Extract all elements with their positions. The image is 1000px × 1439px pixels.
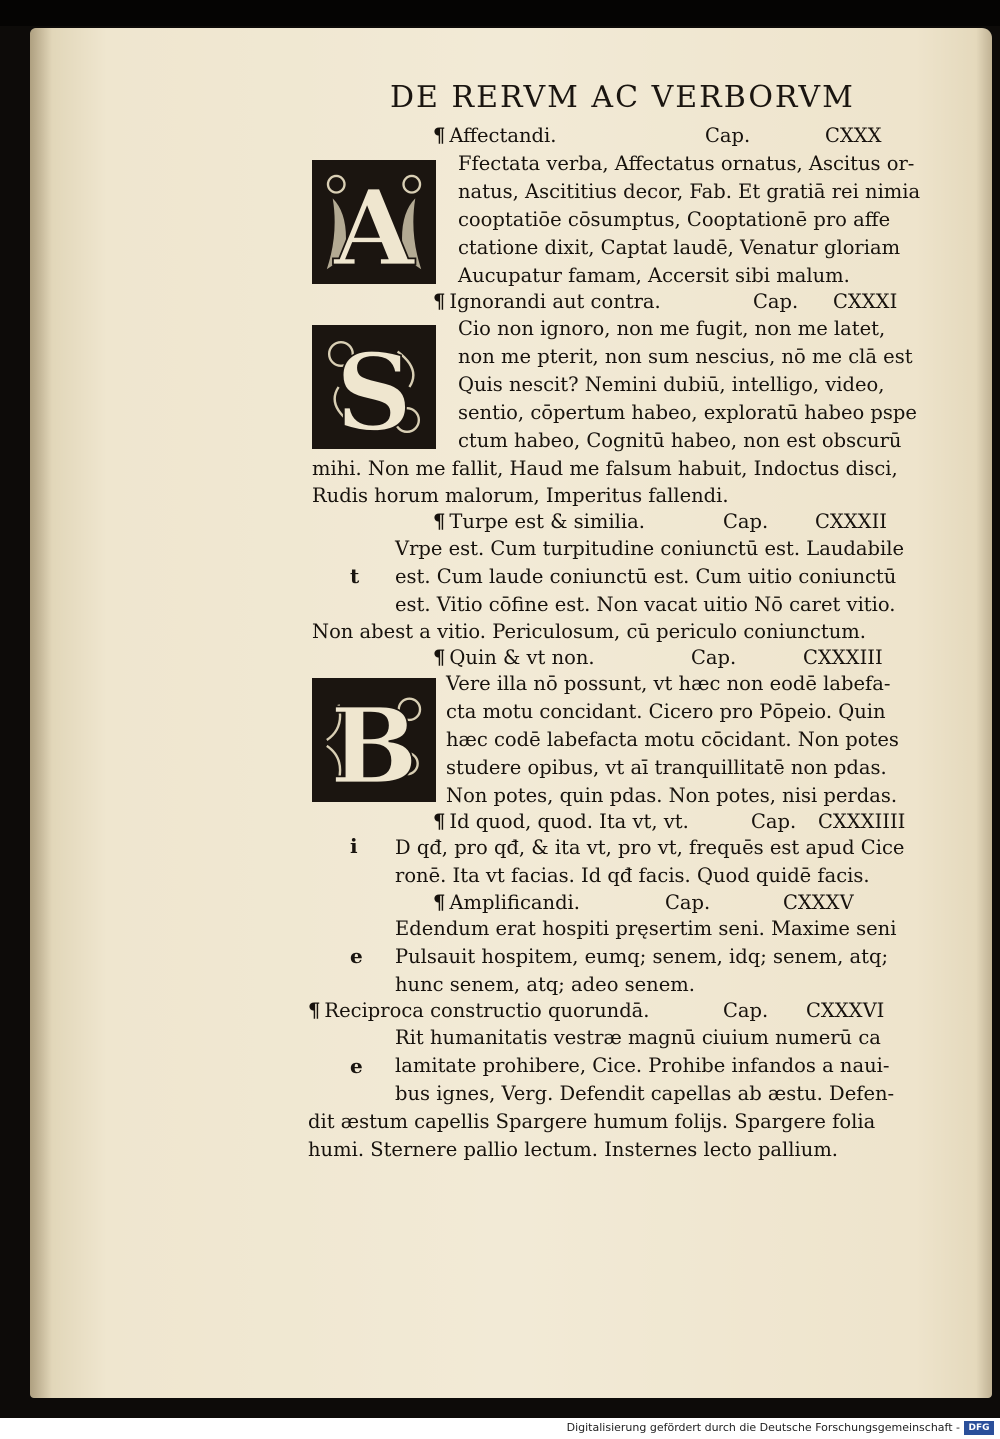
section-heading — [433, 889, 854, 917]
footer-credit: Digitalisierung gefördert durch die Deutsche Forschungsgemeinschaft - — [566, 1421, 960, 1434]
dfg-logo-icon: DFG — [964, 1421, 994, 1435]
text-line: Aucupatur famam, Accersit sibi malum. — [458, 264, 850, 287]
heading-number: CXXXIII — [803, 646, 883, 669]
running-head: DE RERVM AC VERBORVM — [390, 80, 855, 115]
text-line: bus ignes, Verg. Defendit capellas ab æstu. Defen- — [395, 1082, 895, 1105]
text-line: Vrpe est. Cum turpitudine coniunctū est. Laudabile — [395, 537, 905, 560]
text-line: studere opibus, vt aī tranquillitatē non pdas. — [446, 756, 887, 779]
marginal-letter: e — [350, 1054, 363, 1078]
decorated-initial-s — [312, 325, 436, 449]
marginal-letter: i — [350, 834, 358, 858]
pilcrow-icon: ¶ — [433, 510, 446, 533]
text-line: Non potes, quin pdas. Non potes, nisi perdas. — [446, 784, 898, 807]
pilcrow-icon: ¶ — [433, 290, 446, 313]
heading-number: CXXXVI — [806, 999, 885, 1022]
heading-cap: Cap. — [665, 891, 711, 914]
heading-title: Turpe est & similia. — [449, 510, 645, 533]
section-heading — [308, 997, 885, 1025]
text-line: Ffectata verba, Affectatus ornatus, Ascitus or- — [458, 152, 915, 175]
text-line: mihi. Non me fallit, Haud me falsum habuit, Indoctus disci, — [312, 457, 898, 480]
decorated-initial-a — [312, 160, 436, 284]
heading-number: CXXXII — [815, 510, 887, 533]
svg-text:B: B — [330, 685, 418, 799]
text-line: hunc senem, atq; adeo senem. — [395, 973, 695, 996]
text-line: est. Vitio cōfine est. Non vacat uitio Nō caret vitio. — [395, 593, 896, 616]
text-line: Rudis horum malorum, Imperitus fallendi. — [312, 484, 729, 507]
heading-title: Ignorandi aut contra. — [449, 290, 661, 313]
text-line: D qđ, pro qđ, & ita vt, pro vt, frequēs est apud Cice — [395, 836, 905, 859]
pilcrow-icon: ¶ — [433, 891, 446, 914]
text-line: sentio, cōpertum habeo, exploratū habeo pspe — [458, 401, 917, 424]
heading-title: Amplificandi. — [449, 891, 580, 914]
text-line: est. Cum laude coniunctū est. Cum uitio coniunctū — [395, 565, 897, 588]
text-line: hæc codē labefacta motu cōcidant. Non potes — [446, 728, 899, 751]
section-heading — [433, 644, 883, 672]
heading-number: CXXXV — [783, 891, 854, 914]
pilcrow-icon: ¶ — [433, 124, 446, 147]
heading-cap: Cap. — [753, 290, 799, 313]
text-line: humi. Sternere pallio lectum. Insternes lecto pallium. — [308, 1138, 839, 1161]
heading-title: Affectandi. — [449, 124, 557, 147]
marginal-letter: e — [350, 944, 363, 968]
heading-title: Reciproca constructio quorundā. — [324, 999, 650, 1022]
pilcrow-icon: ¶ — [308, 999, 321, 1022]
text-line: cta motu concidant. Cicero pro Pōpeio. Quin — [446, 700, 886, 723]
floral-initial-icon — [315, 328, 433, 446]
heading-cap: Cap. — [751, 810, 797, 833]
text-line: dit æstum capellis Spargere humum folijs. Spargere folia — [308, 1110, 876, 1133]
svg-text:A: A — [333, 167, 415, 281]
text-line: natus, Ascititius decor, Fab. Et gratiā rei nimia — [458, 180, 921, 203]
decorated-initial-b — [312, 678, 436, 802]
text-line: Vere illa nō possunt, vt hæc non eodē labefa- — [446, 672, 891, 695]
text-line: Rit humanitatis vestræ magnū ciuium numerū ca — [395, 1026, 881, 1049]
section-heading — [433, 288, 898, 316]
floral-initial-icon — [315, 681, 433, 799]
heading-cap: Cap. — [691, 646, 737, 669]
text-line: Non abest a vitio. Periculosum, cū periculo coniunctum. — [312, 620, 866, 643]
heading-title: Id quod, quod. Ita vt, vt. — [449, 810, 689, 833]
floral-initial-icon — [315, 163, 433, 281]
heading-cap: Cap. — [705, 124, 751, 147]
section-heading — [433, 122, 882, 150]
heading-number: CXXXIIII — [818, 810, 906, 833]
marginal-letter: t — [350, 564, 360, 588]
text-line: lamitate prohibere, Cice. Prohibe infandos a naui- — [395, 1054, 890, 1077]
scan-top-band — [0, 0, 1000, 26]
pilcrow-icon: ¶ — [433, 646, 446, 669]
text-line: ctum habeo, Cognitū habeo, non est obscurū — [458, 429, 902, 452]
heading-title: Quin & vt non. — [449, 646, 595, 669]
digitization-footer — [0, 1418, 1000, 1439]
text-line: ronē. Ita vt facias. Id qđ facis. Quod quidē facis. — [395, 864, 870, 887]
pilcrow-icon: ¶ — [433, 810, 446, 833]
text-line: Quis nescit? Nemini dubiū, intelligo, video, — [458, 373, 885, 396]
text-line: non me pterit, non sum nescius, nō me clā est — [458, 345, 913, 368]
section-heading — [433, 508, 887, 536]
svg-text:S: S — [335, 330, 413, 446]
heading-cap: Cap. — [723, 999, 769, 1022]
heading-number: CXXXI — [833, 290, 898, 313]
text-line: Edendum erat hospiti pręsertim seni. Maxime seni — [395, 917, 897, 940]
section-heading — [433, 808, 906, 836]
heading-cap: Cap. — [723, 510, 769, 533]
heading-number: CXXX — [825, 124, 882, 147]
text-line: Cio non ignoro, non me fugit, non me latet, — [458, 317, 886, 340]
text-line: ctatione dixit, Captat laudē, Venatur gloriam — [458, 236, 901, 259]
text-line: cooptatiōe cōsumptus, Cooptationē pro affe — [458, 208, 891, 231]
text-line: Pulsauit hospitem, eumq; senem, idq; senem, atq; — [395, 945, 889, 968]
